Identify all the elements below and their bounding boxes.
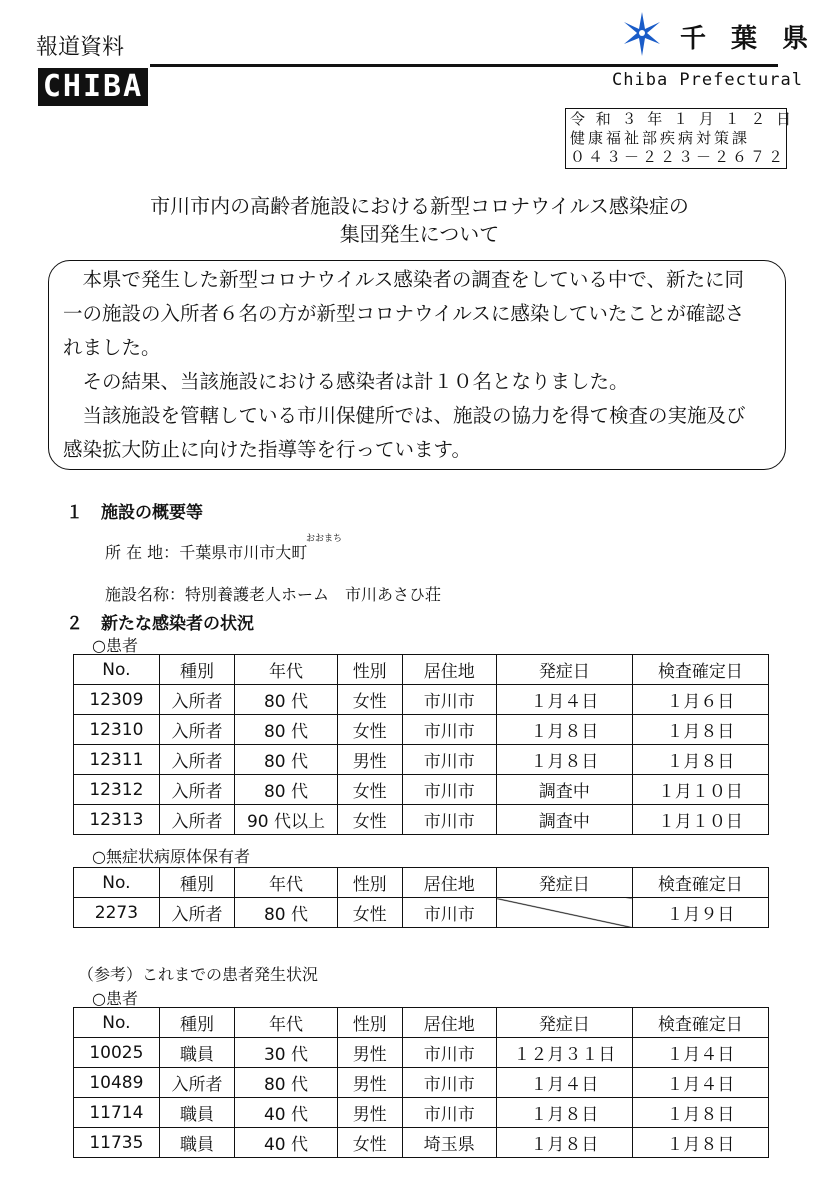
- table-header-row: [74, 868, 769, 898]
- table-row: [74, 1038, 769, 1068]
- column-header: 検査確定日: [632, 868, 768, 898]
- table-cell: １月８日: [496, 1128, 632, 1158]
- prefecture-name-en: Chiba Prefectural: [612, 70, 803, 90]
- asymptomatic-table: [73, 867, 769, 928]
- table-cell: 市川市: [402, 1098, 496, 1128]
- column-header: 性別: [337, 1008, 402, 1038]
- table-cell: 女性: [337, 898, 402, 928]
- table-cell: 市川市: [402, 898, 496, 928]
- table-cell: 男性: [337, 1098, 402, 1128]
- column-header: 年代: [235, 655, 338, 685]
- table-cell: １月８日: [632, 1098, 768, 1128]
- summary-paragraph-2: その結果、当該施設における感染者は計１０名となりました。: [82, 370, 629, 393]
- table-cell: 10489: [74, 1068, 160, 1098]
- column-header: 居住地: [402, 655, 496, 685]
- table-cell: 11714: [74, 1098, 160, 1128]
- table-cell: 市川市: [402, 745, 496, 775]
- table-cell: 男性: [337, 745, 402, 775]
- table-row: [74, 715, 769, 745]
- table-cell: 80 代: [235, 685, 338, 715]
- table-row: [74, 1098, 769, 1128]
- past-patients-label: ○患者: [92, 989, 138, 1008]
- title-line-1: 市川市内の高齢者施設における新型コロナウイルス感染症の: [150, 194, 689, 218]
- table-cell: １月４日: [496, 685, 632, 715]
- column-header: 発症日: [496, 1008, 632, 1038]
- table-cell: 調査中: [496, 805, 632, 835]
- table-header-row: [74, 655, 769, 685]
- table-cell: １月４日: [632, 1038, 768, 1068]
- location-ruby: おおまち: [306, 534, 343, 544]
- table-cell: 入所者: [159, 715, 234, 745]
- table-cell: 80 代: [235, 898, 338, 928]
- column-header: 発症日: [496, 868, 632, 898]
- table-cell: 女性: [337, 805, 402, 835]
- table-cell: 10025: [74, 1038, 160, 1068]
- column-header: 種別: [159, 1008, 234, 1038]
- table-header-row: [74, 1008, 769, 1038]
- facility-name: [105, 582, 441, 605]
- table-cell: 40 代: [235, 1098, 338, 1128]
- table-cell: 女性: [337, 715, 402, 745]
- table-cell: 市川市: [402, 805, 496, 835]
- table-row: [74, 775, 769, 805]
- table-cell: １月８日: [632, 745, 768, 775]
- column-header: No.: [74, 1008, 160, 1038]
- location-value: 千葉県市川市大町: [179, 543, 308, 562]
- table-cell: １月８日: [496, 715, 632, 745]
- prefecture-emblem-icon: [620, 12, 664, 56]
- table-cell: １月９日: [632, 898, 768, 928]
- table-cell: 40 代: [235, 1128, 338, 1158]
- table-cell: 女性: [337, 685, 402, 715]
- table-cell: １月８日: [632, 715, 768, 745]
- section-1-heading: １ 施設の概要等: [66, 503, 203, 523]
- table-cell: 12312: [74, 775, 160, 805]
- column-header: 性別: [337, 655, 402, 685]
- table-cell: 入所者: [159, 805, 234, 835]
- table-row: [74, 1068, 769, 1098]
- table-cell: １２月３１日: [496, 1038, 632, 1068]
- column-header: 発症日: [496, 655, 632, 685]
- summary-box: [48, 260, 786, 470]
- facility-location: [105, 540, 307, 563]
- new-patients-label: ○患者: [92, 636, 138, 655]
- table-cell: 職員: [159, 1098, 234, 1128]
- column-header: 検査確定日: [632, 1008, 768, 1038]
- header-divider: [150, 64, 778, 67]
- table-cell: 市川市: [402, 715, 496, 745]
- table-cell: 80 代: [235, 775, 338, 805]
- table-cell: 2273: [74, 898, 160, 928]
- table-cell: 80 代: [235, 715, 338, 745]
- table-cell: 12310: [74, 715, 160, 745]
- table-cell: １月４日: [496, 1068, 632, 1098]
- table-cell: 市川市: [402, 1038, 496, 1068]
- chiba-logo: CHIBA: [38, 68, 148, 106]
- table-cell: １月８日: [632, 1128, 768, 1158]
- summary-paragraph-1: 本県で発生した新型コロナウイルス感染者の調査をしている中で、新たに同一の施設の入所者６名の方が新型コロナウイルスに感染していたことが確認されました。: [63, 268, 745, 359]
- section-2-heading: ２ 新たな感染者の状況: [66, 614, 254, 634]
- table-cell: 12309: [74, 685, 160, 715]
- table-cell: 市川市: [402, 1068, 496, 1098]
- table-cell: 埼玉県: [402, 1128, 496, 1158]
- table-row: [74, 898, 769, 928]
- table-cell: 入所者: [159, 775, 234, 805]
- table-cell: 男性: [337, 1038, 402, 1068]
- table-row: [74, 1128, 769, 1158]
- table-cell: １月４日: [632, 1068, 768, 1098]
- document-title: [0, 192, 839, 248]
- table-cell: 市川市: [402, 775, 496, 805]
- column-header: 種別: [159, 868, 234, 898]
- reference-heading: （参考）これまでの患者発生状況: [78, 965, 319, 984]
- table-cell: 12311: [74, 745, 160, 775]
- table-cell: 30 代: [235, 1038, 338, 1068]
- title-line-2: 集団発生について: [339, 222, 500, 246]
- prefecture-name: 千 葉 県: [680, 24, 817, 54]
- new-patients-table: [73, 654, 769, 835]
- table-cell: １月１０日: [632, 805, 768, 835]
- column-header: No.: [74, 655, 160, 685]
- press-release-label: 報道資料: [36, 35, 125, 60]
- contact-box: [565, 108, 795, 169]
- table-cell: 80 代: [235, 1068, 338, 1098]
- table-cell: 入所者: [159, 745, 234, 775]
- table-cell: １月１０日: [632, 775, 768, 805]
- asymptomatic-label: ○無症状病原体保有者: [92, 847, 250, 866]
- column-header: 検査確定日: [632, 655, 768, 685]
- table-cell: 調査中: [496, 775, 632, 805]
- table-cell: 11735: [74, 1128, 160, 1158]
- table-cell: １月８日: [496, 1098, 632, 1128]
- past-patients-table: [73, 1007, 769, 1158]
- table-cell: [496, 898, 632, 928]
- table-cell: 女性: [337, 1128, 402, 1158]
- table-row: [74, 745, 769, 775]
- table-row: [74, 805, 769, 835]
- table-cell: 男性: [337, 1068, 402, 1098]
- table-cell: 女性: [337, 775, 402, 805]
- location-label: 所 在 地：: [105, 543, 180, 562]
- table-row: [74, 685, 769, 715]
- department: 健康福祉部疾病対策課: [570, 129, 751, 147]
- table-cell: 入所者: [159, 685, 234, 715]
- table-cell: 職員: [159, 1038, 234, 1068]
- table-cell: 市川市: [402, 685, 496, 715]
- column-header: 種別: [159, 655, 234, 685]
- phone-number: ０４３－２２３－２６７２: [570, 148, 787, 166]
- column-header: No.: [74, 868, 160, 898]
- table-cell: 入所者: [159, 1068, 234, 1098]
- column-header: 性別: [337, 868, 402, 898]
- facility-label: 施設名称：: [105, 585, 186, 604]
- table-cell: 入所者: [159, 898, 234, 928]
- table-cell: 12313: [74, 805, 160, 835]
- column-header: 居住地: [402, 868, 496, 898]
- table-cell: １月６日: [632, 685, 768, 715]
- table-cell: 職員: [159, 1128, 234, 1158]
- summary-paragraph-3: 当該施設を管轄している市川保健所では、施設の協力を得て検査の実施及び感染拡大防止に向けた指導等を行っています。: [63, 404, 746, 461]
- table-cell: 80 代: [235, 745, 338, 775]
- table-cell: １月８日: [496, 745, 632, 775]
- facility-value: 特別養護老人ホーム 市川あさひ荘: [185, 585, 442, 604]
- table-cell: 90 代以上: [235, 805, 338, 835]
- release-date: 令 和 ３ 年 １ 月 １ ２ 日: [570, 110, 795, 128]
- column-header: 居住地: [402, 1008, 496, 1038]
- column-header: 年代: [235, 868, 338, 898]
- column-header: 年代: [235, 1008, 338, 1038]
